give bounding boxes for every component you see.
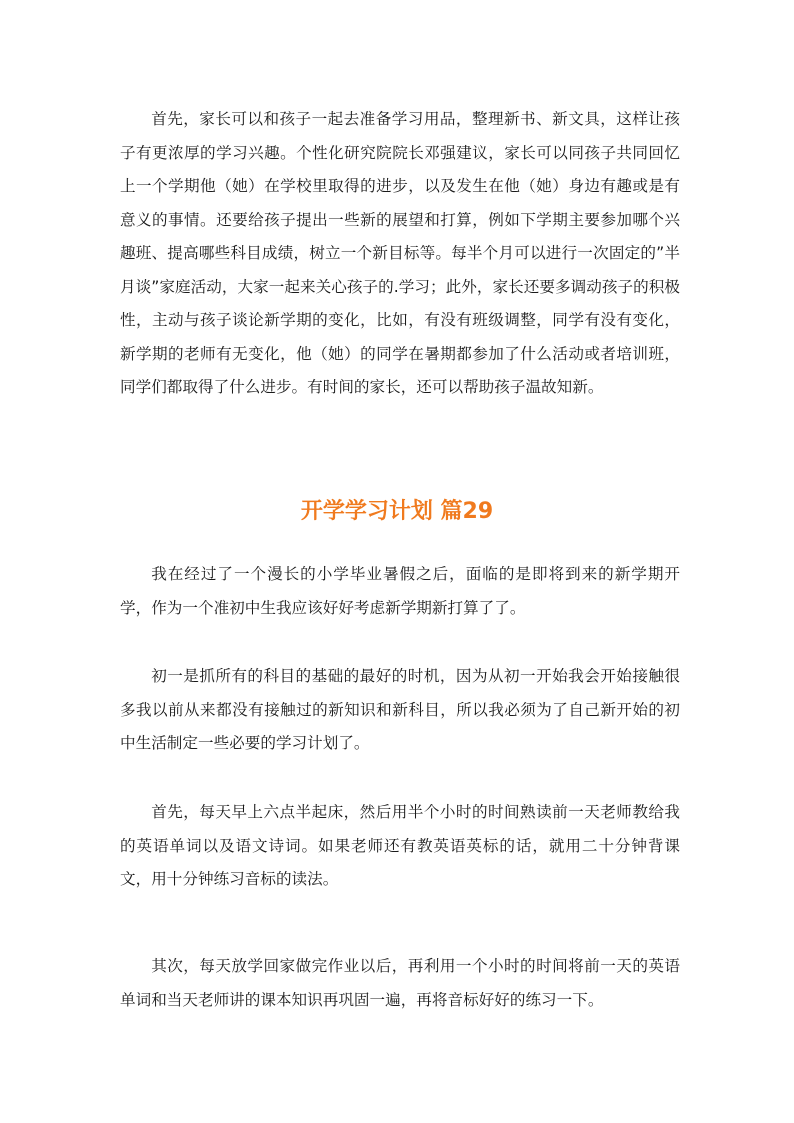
paragraph-3: 初一是抓所有的科目的基础的最好的时机，因为从初一开始我会开始接触很多我以前从来都没有接触过的新知识和新科目，所以我必须为了自己新开始的初中生活制定一些必要的学习计划了。 [120, 667, 680, 752]
section-heading: 开学学习计划 篇29 [300, 499, 494, 524]
paragraph-4: 首先，每天早上六点半起床，然后用半个小时的时间熟读前一天老师教给我的英语单词以及语文诗词。如果老师还有教英语英标的话，就用二十分钟背课文，用十分钟练习音标的读法。 [120, 803, 680, 888]
paragraph-2: 我在经过了一个漫长的小学毕业暑假之后，面临的是即将到来的新学期开学，作为一个准初中生我应该好好考虑新学期新打算了了。 [120, 565, 680, 617]
paragraph-5: 其次，每天放学回家做完作业以后，再利用一个小时的时间将前一天的英语单词和当天老师讲的课本知识再巩固一遍，再将音标好好的练习一下。 [120, 957, 680, 1009]
paragraph-1: 首先，家长可以和孩子一起去准备学习用品，整理新书、新文具，这样让孩子有更浓厚的学习兴趣。个性化研究院院长邓强建议，家长可以同孩子共同回忆上一个学期他（她）在学校里取得的进步，以及发生在他（她）身边有趣或是有意义的事情。还要给孩子提出一些新的展望和打算，例如下学期主要参加哪个兴趣班、提高哪些科目成绩，树立一个新目标等。每半个月可以进行一次固定的”半月谈”家庭活动，大家一起来关心孩子的.学习；此外，家长还要多调动孩子的积极性，主动与孩子谈论新学期的变化，比如，有没有班级调整，同学有没有变化，新学期的老师有无变化，他（她）的同学在暑期都参加了什么活动或者培训班，同学们都取得了什么进步。有时间的家长，还可以帮助孩子温故知新。 [120, 110, 680, 396]
